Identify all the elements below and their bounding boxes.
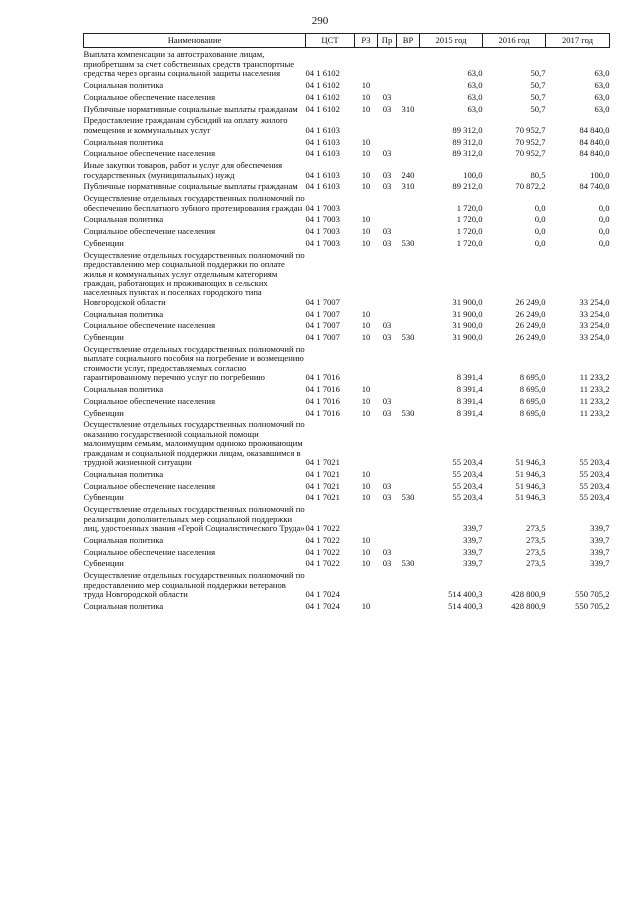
table-row — [84, 135, 610, 147]
cell-2015: 514 400,3 — [448, 600, 483, 611]
cell-vr — [397, 569, 420, 600]
cell-2015: 55 203,4 — [452, 480, 483, 491]
cell-name: Публичные нормативные социальные выплаты гражданам — [83, 103, 298, 114]
cell-2015: 339,7 — [463, 523, 483, 534]
cell-cst: 04 1 7016 — [305, 372, 340, 383]
table-row — [84, 319, 610, 331]
cell-vr — [397, 248, 420, 307]
cell-name: Социальное обеспечение населения — [83, 480, 216, 491]
cell-rz: 10 — [361, 91, 371, 102]
cell-rz: 10 — [361, 546, 371, 557]
cell-vr — [397, 479, 420, 491]
cell-2017: 55 203,4 — [579, 480, 610, 491]
cell-2015: 339,7 — [463, 546, 483, 557]
cell-pr: 03 — [382, 181, 392, 192]
cell-2016: 26 249,0 — [515, 332, 546, 343]
cell-2015: 1 720,0 — [456, 202, 483, 213]
cell-2015: 339,7 — [463, 558, 483, 569]
cell-pr: 03 — [382, 148, 392, 159]
cell-pr — [378, 248, 397, 307]
cell-2015: 31 900,0 — [452, 320, 483, 331]
cell-2016: 70 952,7 — [515, 148, 546, 159]
header-rz: РЗ — [355, 34, 378, 48]
cell-name: Осуществление отдельных государственных полномочий по обеспечению бесплатного зубного протезирования граждан — [83, 193, 305, 213]
cell-2017: 84 740,0 — [579, 181, 610, 192]
cell-name: Социальная политика — [83, 468, 164, 479]
cell-2015: 339,7 — [463, 534, 483, 545]
cell-vr — [397, 225, 420, 237]
cell-cst: 04 1 7003 — [305, 226, 340, 237]
cell-name: Субвенции — [83, 237, 124, 248]
cell-cst: 04 1 6103 — [305, 181, 340, 192]
cell-vr: 530 — [401, 407, 415, 418]
cell-cst: 04 1 7016 — [305, 395, 340, 406]
table-row — [84, 383, 610, 395]
cell-2017: 63,0 — [594, 91, 610, 102]
cell-pr: 03 — [382, 558, 392, 569]
cell-2016: 273,5 — [526, 534, 546, 545]
cell-2016: 51 946,3 — [515, 480, 546, 491]
cell-pr — [378, 599, 397, 611]
cell-2017: 63,0 — [594, 103, 610, 114]
cell-pr — [378, 343, 397, 383]
cell-name: Осуществление отдельных государственных полномочий по предоставлению мер социальной поддержки по оплате жилья и коммунальных услуг отдельным категориям граждан, работающих и проживающих в сельских населенных пунктах и поселках городского типа Новгородской области — [83, 249, 305, 307]
cell-pr: 03 — [382, 226, 392, 237]
cell-pr — [378, 533, 397, 545]
budget-table — [83, 33, 610, 611]
cell-2017: 55 203,4 — [579, 457, 610, 468]
cell-2015: 31 900,0 — [452, 296, 483, 307]
cell-vr — [397, 90, 420, 102]
cell-vr: 240 — [401, 169, 415, 180]
table-row — [84, 479, 610, 491]
header-name: Наименование — [84, 34, 306, 48]
cell-vr — [397, 503, 420, 534]
cell-2017: 0,0 — [598, 226, 610, 237]
cell-cst: 04 1 7007 — [305, 296, 340, 307]
cell-vr — [397, 192, 420, 213]
table-row — [84, 225, 610, 237]
table-row — [84, 545, 610, 557]
cell-vr — [397, 383, 420, 395]
cell-rz — [355, 343, 378, 383]
cell-2017: 339,7 — [590, 523, 610, 534]
cell-2017: 550 705,2 — [575, 589, 610, 600]
table-row — [84, 491, 610, 503]
cell-name: Социальное обеспечение населения — [83, 148, 216, 159]
cell-2017: 11 233,2 — [579, 384, 610, 395]
cell-2016: 273,5 — [526, 523, 546, 534]
cell-vr: 530 — [401, 492, 415, 503]
cell-pr — [378, 503, 397, 534]
cell-2016: 70 872,2 — [515, 181, 546, 192]
cell-2016: 50,7 — [530, 80, 546, 90]
cell-2015: 514 400,3 — [448, 589, 483, 600]
cell-name: Осуществление отдельных государственных полномочий по оказанию государственной социальной помощи малоимущим семьям, малоимущим одиноко проживающим гражданам и социальной поддержки лицам, оказавшимся в трудной жизненной ситуации — [83, 419, 305, 468]
cell-name: Социальная политика — [83, 534, 164, 545]
table-row — [84, 406, 610, 418]
cell-name: Социальное обеспечение населения — [83, 226, 216, 237]
cell-vr — [397, 545, 420, 557]
cell-2016: 8 695,0 — [519, 407, 546, 418]
cell-2017: 339,7 — [590, 546, 610, 557]
cell-cst: 04 1 7024 — [305, 600, 340, 611]
cell-2015: 63,0 — [467, 103, 483, 114]
cell-name: Социальная политика — [83, 600, 164, 611]
cell-2016: 51 946,3 — [515, 492, 546, 503]
cell-2015: 63,0 — [467, 80, 483, 90]
cell-rz: 10 — [361, 214, 371, 225]
cell-cst: 04 1 7022 — [305, 546, 340, 557]
cell-2016: 8 695,0 — [519, 372, 546, 383]
table-row — [84, 237, 610, 249]
cell-2016: 428 800,9 — [511, 589, 546, 600]
cell-2016: 70 952,7 — [515, 136, 546, 147]
cell-2015: 63,0 — [467, 68, 483, 79]
cell-2015: 55 203,4 — [452, 492, 483, 503]
cell-rz: 10 — [361, 148, 371, 159]
cell-rz: 10 — [361, 80, 371, 90]
cell-cst: 04 1 6103 — [305, 136, 340, 147]
cell-rz: 10 — [361, 492, 371, 503]
cell-rz: 10 — [361, 169, 371, 180]
cell-pr: 03 — [382, 332, 392, 343]
cell-pr — [378, 467, 397, 479]
table-row — [84, 192, 610, 213]
cell-name: Социальное обеспечение населения — [83, 546, 216, 557]
cell-2017: 84 840,0 — [579, 124, 610, 135]
cell-vr — [397, 394, 420, 406]
cell-vr — [397, 135, 420, 147]
cell-2015: 55 203,4 — [452, 468, 483, 479]
cell-cst: 04 1 7022 — [305, 534, 340, 545]
cell-name: Публичные нормативные социальные выплаты гражданам — [83, 181, 298, 192]
cell-pr — [378, 48, 397, 79]
cell-vr — [397, 343, 420, 383]
table-row — [84, 90, 610, 102]
cell-vr — [397, 307, 420, 319]
cell-2016: 0,0 — [534, 237, 546, 248]
cell-pr: 03 — [382, 480, 392, 491]
table-row — [84, 307, 610, 319]
cell-2017: 0,0 — [598, 202, 610, 213]
header-2017: 2017 год — [546, 34, 610, 48]
cell-rz — [355, 503, 378, 534]
cell-cst: 04 1 7016 — [305, 384, 340, 395]
cell-2016: 428 800,9 — [511, 600, 546, 611]
cell-name: Социальное обеспечение населения — [83, 91, 216, 102]
cell-name: Социальная политика — [83, 384, 164, 395]
cell-cst: 04 1 7003 — [305, 237, 340, 248]
cell-2015: 31 900,0 — [452, 332, 483, 343]
cell-pr — [378, 135, 397, 147]
cell-pr: 03 — [382, 492, 392, 503]
cell-rz: 10 — [361, 103, 371, 114]
cell-vr — [397, 213, 420, 225]
cell-2017: 33 254,0 — [579, 308, 610, 319]
cell-2017: 100,0 — [590, 169, 610, 180]
cell-2016: 80,5 — [530, 169, 546, 180]
cell-rz: 10 — [361, 320, 371, 331]
cell-rz — [355, 248, 378, 307]
cell-2015: 8 391,4 — [456, 372, 483, 383]
cell-name: Субвенции — [83, 407, 124, 418]
cell-cst: 04 1 7021 — [305, 468, 340, 479]
cell-vr: 530 — [401, 237, 415, 248]
cell-rz: 10 — [361, 181, 371, 192]
cell-rz — [355, 192, 378, 213]
cell-cst: 04 1 6103 — [305, 124, 340, 135]
cell-rz: 10 — [361, 600, 371, 611]
table-row — [84, 343, 610, 383]
page-number: 290 — [311, 15, 329, 27]
cell-name: Выплата компенсации за автострахование лицам, приобретшим за счет собственных средств транспортные средства через органы социальной защиты населения — [83, 49, 295, 79]
cell-cst: 04 1 7016 — [305, 407, 340, 418]
cell-pr — [378, 79, 397, 91]
cell-pr — [378, 192, 397, 213]
cell-2017: 33 254,0 — [579, 320, 610, 331]
cell-vr: 310 — [401, 103, 415, 114]
cell-pr — [378, 418, 397, 467]
cell-pr: 03 — [382, 91, 392, 102]
cell-vr — [397, 599, 420, 611]
cell-rz: 10 — [361, 226, 371, 237]
cell-rz: 10 — [361, 534, 371, 545]
cell-2016: 0,0 — [534, 226, 546, 237]
cell-rz: 10 — [361, 136, 371, 147]
cell-2017: 33 254,0 — [579, 296, 610, 307]
cell-2015: 1 720,0 — [456, 214, 483, 225]
cell-2015: 100,0 — [463, 169, 483, 180]
cell-2016: 70 952,7 — [515, 124, 546, 135]
cell-vr — [397, 79, 420, 91]
cell-vr — [397, 114, 420, 135]
cell-2017: 33 254,0 — [579, 332, 610, 343]
cell-name: Субвенции — [83, 332, 124, 343]
cell-2017: 11 233,2 — [579, 372, 610, 383]
cell-name: Субвенции — [83, 558, 124, 569]
table-row — [84, 102, 610, 114]
cell-rz — [355, 114, 378, 135]
cell-cst: 04 1 6102 — [305, 91, 340, 102]
cell-2017: 55 203,4 — [579, 492, 610, 503]
cell-2016: 0,0 — [534, 214, 546, 225]
cell-cst: 04 1 6102 — [305, 80, 340, 90]
cell-cst: 04 1 6103 — [305, 148, 340, 159]
cell-pr — [378, 307, 397, 319]
cell-rz: 10 — [361, 558, 371, 569]
header-cst: ЦСТ — [306, 34, 355, 48]
cell-rz: 10 — [361, 395, 371, 406]
cell-rz — [355, 418, 378, 467]
cell-name: Осуществление отдельных государственных полномочий по выплате социального пособия на погребение и возмещению стоимости услуг, предоставляемых согласно гарантированному перечню услуг по погребению — [83, 344, 305, 383]
cell-vr — [397, 48, 420, 79]
cell-2015: 8 391,4 — [456, 395, 483, 406]
cell-name: Социальная политика — [83, 136, 164, 147]
cell-vr: 530 — [401, 332, 415, 343]
cell-2017: 11 233,2 — [579, 407, 610, 418]
cell-name: Субвенции — [83, 492, 124, 503]
cell-cst: 04 1 7021 — [305, 457, 340, 468]
cell-2017: 11 233,2 — [579, 395, 610, 406]
table-header-row — [84, 34, 610, 48]
cell-pr: 03 — [382, 320, 392, 331]
table-row — [84, 418, 610, 467]
cell-2015: 89 312,0 — [452, 124, 483, 135]
cell-name: Социальная политика — [83, 308, 164, 319]
cell-2015: 63,0 — [467, 91, 483, 102]
table-row — [84, 159, 610, 180]
cell-rz: 10 — [361, 407, 371, 418]
cell-2016: 50,7 — [530, 91, 546, 102]
cell-cst: 04 1 7022 — [305, 523, 340, 534]
cell-pr: 03 — [382, 103, 392, 114]
cell-2017: 84 840,0 — [579, 148, 610, 159]
cell-2017: 0,0 — [598, 237, 610, 248]
cell-2016: 26 249,0 — [515, 308, 546, 319]
cell-2016: 50,7 — [530, 103, 546, 114]
cell-cst: 04 1 7007 — [305, 320, 340, 331]
cell-rz — [355, 48, 378, 79]
cell-name: Осуществление отдельных государственных полномочий по реализации дополнительных мер социальной поддержки лиц, удостоенных звания «Герой Социалистического Труда» — [83, 504, 305, 534]
table-row — [84, 114, 610, 135]
cell-vr — [397, 319, 420, 331]
cell-vr — [397, 418, 420, 467]
cell-2017: 55 203,4 — [579, 468, 610, 479]
cell-2015: 31 900,0 — [452, 308, 483, 319]
header-2016: 2016 год — [483, 34, 546, 48]
cell-2017: 339,7 — [590, 534, 610, 545]
table-row — [84, 557, 610, 569]
cell-2017: 0,0 — [598, 214, 610, 225]
table-row — [84, 569, 610, 600]
header-vr: ВР — [397, 34, 420, 48]
cell-2015: 89 312,0 — [452, 136, 483, 147]
cell-pr — [378, 114, 397, 135]
cell-2017: 550 705,2 — [575, 600, 610, 611]
cell-cst: 04 1 7022 — [305, 558, 340, 569]
cell-cst: 04 1 7007 — [305, 308, 340, 319]
cell-cst: 04 1 7021 — [305, 480, 340, 491]
cell-2015: 55 203,4 — [452, 457, 483, 468]
table-row — [84, 180, 610, 192]
cell-2016: 26 249,0 — [515, 296, 546, 307]
cell-name: Социальная политика — [83, 214, 164, 225]
cell-pr: 03 — [382, 395, 392, 406]
cell-vr: 530 — [401, 558, 415, 569]
cell-rz: 10 — [361, 308, 371, 319]
cell-cst: 04 1 6102 — [305, 68, 340, 79]
cell-2016: 50,7 — [530, 68, 546, 79]
cell-2015: 1 720,0 — [456, 237, 483, 248]
cell-2016: 0,0 — [534, 202, 546, 213]
cell-2017: 84 840,0 — [579, 136, 610, 147]
cell-pr: 03 — [382, 169, 392, 180]
cell-name: Осуществление отдельных государственных полномочий по предоставлению мер социальной поддержки ветеранов труда Новгородской области — [83, 570, 305, 600]
cell-2016: 51 946,3 — [515, 468, 546, 479]
cell-cst: 04 1 6102 — [305, 103, 340, 114]
cell-rz: 10 — [361, 237, 371, 248]
cell-2015: 89 312,0 — [452, 148, 483, 159]
cell-2015: 8 391,4 — [456, 407, 483, 418]
cell-vr — [397, 533, 420, 545]
cell-name: Социальная политика — [83, 80, 164, 90]
header-pr: Пр — [378, 34, 397, 48]
table-row — [84, 467, 610, 479]
cell-2016: 51 946,3 — [515, 457, 546, 468]
cell-name: Иные закупки товаров, работ и услуг для обеспечения государственных (муниципальных) нужд — [83, 160, 283, 180]
cell-pr — [378, 383, 397, 395]
cell-2016: 273,5 — [526, 558, 546, 569]
cell-2015: 1 720,0 — [456, 226, 483, 237]
table-row — [84, 394, 610, 406]
cell-cst: 04 1 6103 — [305, 169, 340, 180]
table-row — [84, 147, 610, 159]
cell-vr: 310 — [401, 181, 415, 192]
cell-cst: 04 1 7007 — [305, 332, 340, 343]
cell-rz: 10 — [361, 480, 371, 491]
cell-pr: 03 — [382, 546, 392, 557]
cell-rz — [355, 569, 378, 600]
table-row — [84, 599, 610, 611]
header-2015: 2015 год — [420, 34, 483, 48]
cell-pr — [378, 213, 397, 225]
cell-2017: 63,0 — [594, 80, 610, 90]
table-row — [84, 331, 610, 343]
cell-cst: 04 1 7003 — [305, 202, 340, 213]
table-row — [84, 48, 610, 79]
cell-2016: 8 695,0 — [519, 395, 546, 406]
cell-rz: 10 — [361, 468, 371, 479]
cell-cst: 04 1 7003 — [305, 214, 340, 225]
cell-2017: 63,0 — [594, 68, 610, 79]
cell-2015: 8 391,4 — [456, 384, 483, 395]
cell-2015: 89 212,0 — [452, 181, 483, 192]
cell-vr — [397, 467, 420, 479]
cell-cst: 04 1 7024 — [305, 589, 340, 600]
cell-pr — [378, 569, 397, 600]
cell-2016: 273,5 — [526, 546, 546, 557]
cell-rz: 10 — [361, 384, 371, 395]
table-body — [84, 48, 610, 612]
table-row — [84, 248, 610, 307]
cell-cst: 04 1 7021 — [305, 492, 340, 503]
cell-2016: 26 249,0 — [515, 320, 546, 331]
cell-name: Предоставление гражданам субсидий на оплату жилого помещения и коммунальных услуг — [83, 115, 288, 135]
table-row — [84, 213, 610, 225]
cell-pr: 03 — [382, 407, 392, 418]
table-row — [84, 79, 610, 91]
cell-rz: 10 — [361, 332, 371, 343]
cell-name: Социальное обеспечение населения — [83, 320, 216, 331]
table-row — [84, 533, 610, 545]
cell-2016: 8 695,0 — [519, 384, 546, 395]
cell-2017: 339,7 — [590, 558, 610, 569]
cell-pr: 03 — [382, 237, 392, 248]
cell-name: Социальное обеспечение населения — [83, 395, 216, 406]
table-row — [84, 503, 610, 534]
cell-vr — [397, 147, 420, 159]
